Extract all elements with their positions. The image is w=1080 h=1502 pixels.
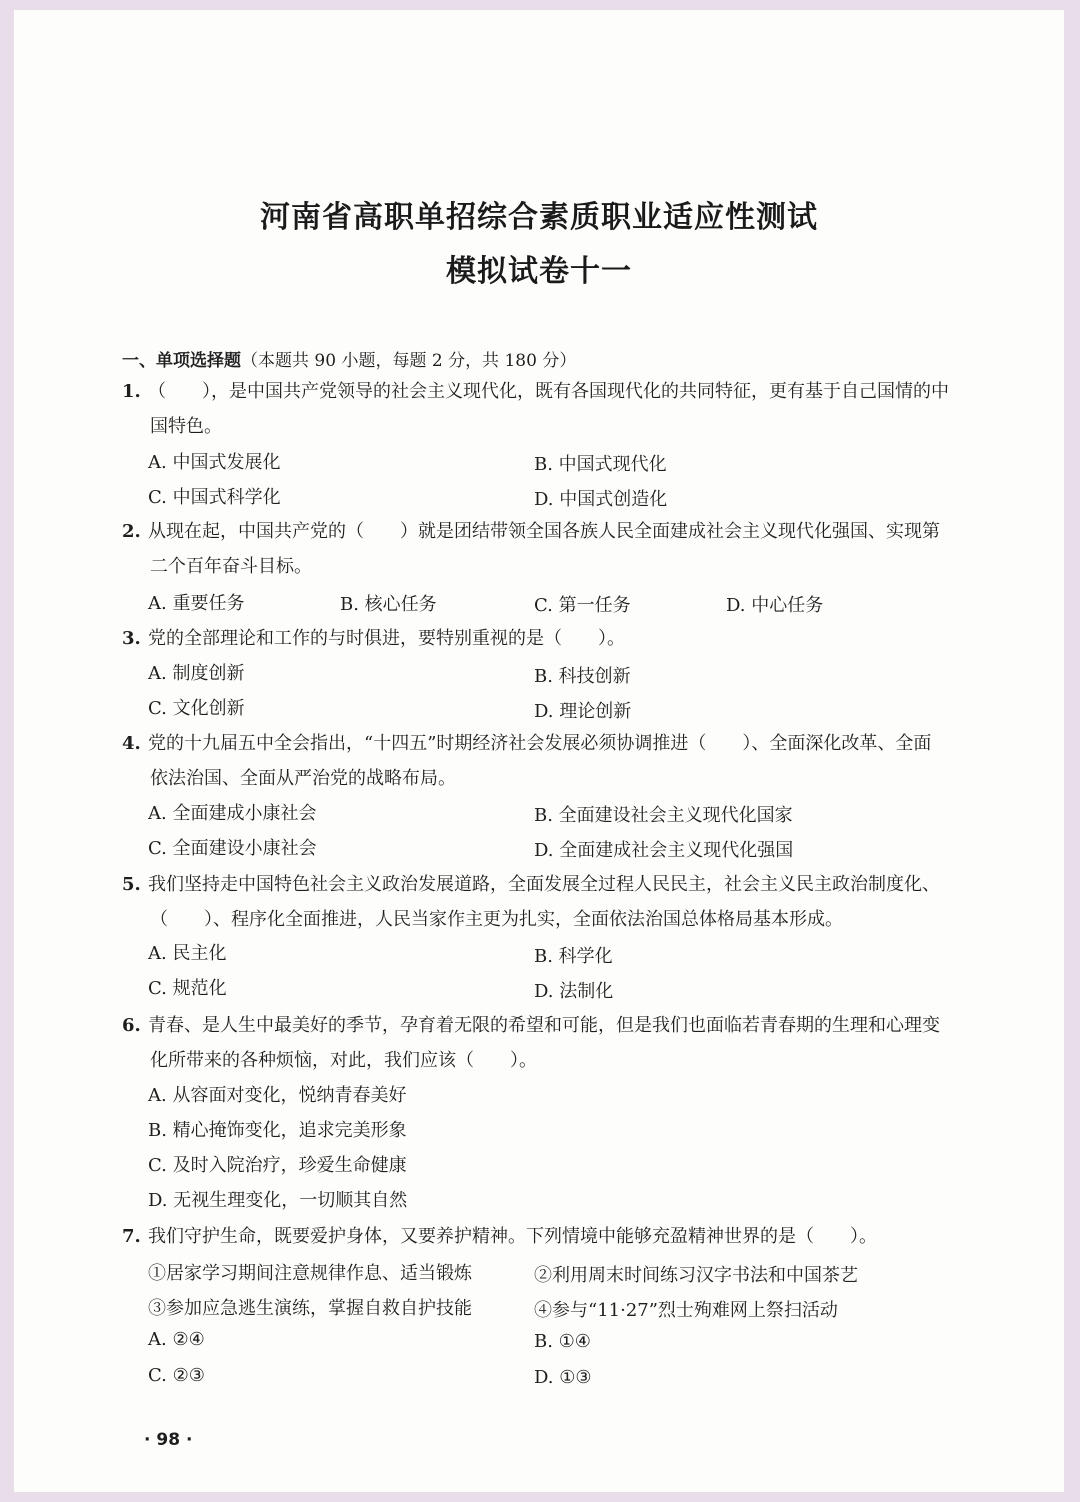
question-2 [122, 514, 940, 577]
option-a[interactable]: A. 全面建成小康社会 [148, 803, 317, 824]
question-text: 我们坚持走中国特色社会主义政治发展道路，全面发展全过程人民民主，社会主义民主政治制度化、 [148, 874, 940, 895]
question-number: 3. [122, 628, 141, 649]
question-text-cont: 二个百年奋斗目标。 [150, 556, 312, 577]
question-number: 4. [122, 733, 141, 754]
option-c[interactable]: C. 文化创新 [148, 698, 245, 719]
statement-3: ③参加应急逃生演练，掌握自救自护技能 [148, 1298, 472, 1319]
question-6 [122, 1008, 940, 1071]
question-text-cont: 依法治国、全面从严治党的战略布局。 [150, 768, 456, 789]
option-d[interactable]: D. 理论创新 [534, 701, 632, 722]
question-number: 1. [122, 381, 141, 402]
question-4 [122, 726, 932, 789]
option-c[interactable]: C. 全面建设小康社会 [148, 838, 317, 859]
option-c[interactable]: C. 中国式科学化 [148, 487, 281, 508]
option-a[interactable]: A. 重要任务 [148, 593, 245, 614]
statement-2: ②利用周末时间练习汉字书法和中国茶艺 [534, 1265, 858, 1286]
option-b[interactable]: B. 全面建设社会主义现代化国家 [534, 805, 793, 826]
option-c[interactable]: C. 第一任务 [534, 595, 631, 616]
option-c[interactable]: C. 规范化 [148, 978, 227, 999]
question-number: 2. [122, 521, 141, 542]
option-d[interactable]: D. 中国式创造化 [534, 489, 668, 510]
option-d[interactable]: D. 无视生理变化，一切顺其自然 [148, 1190, 408, 1211]
question-text: 党的全部理论和工作的与时俱进，要特别重视的是（ ）。 [148, 628, 625, 649]
question-7 [122, 1219, 877, 1254]
option-b[interactable]: B. ①④ [534, 1331, 591, 1352]
option-d[interactable]: D. 中心任务 [726, 595, 824, 616]
question-text: 党的十九届五中全会指出，“十四五”时期经济社会发展必须协调推进（ ）、全面深化改革、全面 [148, 733, 932, 754]
option-b[interactable]: B. 中国式现代化 [534, 454, 667, 475]
option-c[interactable]: C. 及时入院治疗，珍爱生命健康 [148, 1155, 407, 1176]
option-b[interactable]: B. 精心掩饰变化，追求完美形象 [148, 1120, 407, 1141]
statement-4: ④参与“11·27”烈士殉难网上祭扫活动 [534, 1300, 838, 1321]
option-a[interactable]: A. 从容面对变化，悦纳青春美好 [148, 1085, 407, 1106]
question-number: 6. [122, 1015, 141, 1036]
page-number: · 98 · [144, 1430, 193, 1450]
question-number: 7. [122, 1226, 141, 1247]
question-text: （ ），是中国共产党领导的社会主义现代化，既有各国现代化的共同特征，更有基于自己国情的中 [148, 381, 949, 402]
option-d[interactable]: D. ①③ [534, 1367, 592, 1388]
question-text-cont: 化所带来的各种烦恼，对此，我们应该（ ）。 [150, 1050, 537, 1071]
option-a[interactable]: A. 制度创新 [148, 663, 245, 684]
option-d[interactable]: D. 全面建成社会主义现代化强国 [534, 840, 794, 861]
question-3 [122, 621, 625, 656]
question-text: 青春、是人生中最美好的季节，孕育着无限的希望和可能，但是我们也面临若青春期的生理和心理变 [148, 1015, 940, 1036]
exam-subtitle: 模拟试卷十一 [446, 254, 632, 289]
option-b[interactable]: B. 科技创新 [534, 666, 631, 687]
option-a[interactable]: A. 民主化 [148, 943, 227, 964]
option-d[interactable]: D. 法制化 [534, 981, 614, 1002]
option-a[interactable]: A. ②④ [148, 1329, 205, 1350]
option-c[interactable]: C. ②③ [148, 1365, 205, 1386]
question-text: 我们守护生命，既要爱护身体，又要养护精神。下列情境中能够充盈精神世界的是（ ）。 [148, 1226, 877, 1247]
option-b[interactable]: B. 科学化 [534, 946, 613, 967]
section-header [122, 346, 576, 371]
option-b[interactable]: B. 核心任务 [340, 594, 437, 615]
exam-title: 河南省高职单招综合素质职业适应性测试 [260, 200, 818, 235]
question-text: 从现在起，中国共产党的（ ）就是团结带领全国各族人民全面建成社会主义现代化强国、实现第 [148, 521, 940, 542]
question-text-cont: （ ）、程序化全面推进，人民当家作主更为扎实，全面依法治国总体格局基本形成。 [150, 909, 843, 930]
exam-page [14, 10, 1064, 1492]
question-1 [122, 374, 949, 437]
option-a[interactable]: A. 中国式发展化 [148, 452, 281, 473]
statement-1: ①居家学习期间注意规律作息、适当锻炼 [148, 1263, 472, 1284]
section-title: 一、单项选择题 [122, 351, 241, 371]
question-number: 5. [122, 874, 141, 895]
question-text-cont: 国特色。 [150, 416, 222, 437]
question-5 [122, 867, 940, 930]
section-note: （本题共 90 小题，每题 2 分，共 180 分） [241, 351, 577, 371]
